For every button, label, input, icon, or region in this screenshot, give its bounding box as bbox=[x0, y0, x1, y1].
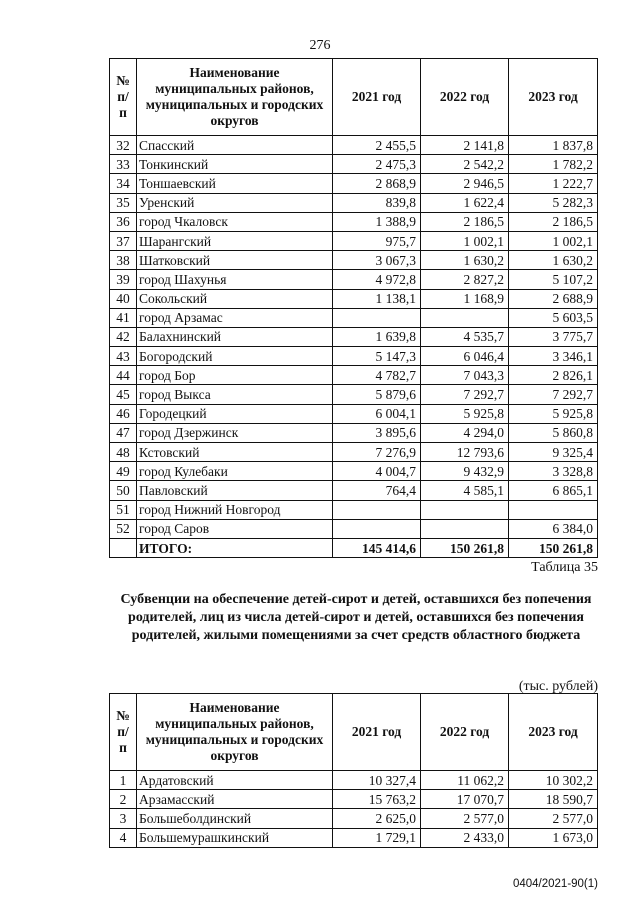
value-2023: 1 630,2 bbox=[509, 251, 598, 270]
table-row bbox=[110, 308, 598, 327]
row-number: 45 bbox=[110, 385, 137, 404]
value-2023: 5 107,2 bbox=[509, 270, 598, 289]
table-row bbox=[110, 136, 598, 155]
row-name: Кстовский bbox=[137, 443, 333, 462]
table-row bbox=[110, 809, 598, 828]
value-2023: 6 865,1 bbox=[509, 481, 598, 500]
total-2022: 150 261,8 bbox=[421, 538, 509, 557]
table-row bbox=[110, 270, 598, 289]
value-2021: 1 639,8 bbox=[333, 327, 421, 346]
table-header-row bbox=[110, 59, 598, 136]
row-name: город Чкаловск bbox=[137, 212, 333, 231]
value-2022 bbox=[421, 500, 509, 519]
value-2023: 3 346,1 bbox=[509, 347, 598, 366]
value-2023: 10 302,2 bbox=[509, 771, 598, 790]
table-row bbox=[110, 771, 598, 790]
value-2021: 7 276,9 bbox=[333, 443, 421, 462]
row-number: 49 bbox=[110, 462, 137, 481]
table-row bbox=[110, 423, 598, 442]
table-body bbox=[110, 771, 598, 848]
value-2023 bbox=[509, 500, 598, 519]
row-name: Балахнинский bbox=[137, 327, 333, 346]
value-2022: 2 827,2 bbox=[421, 270, 509, 289]
value-2023: 1 782,2 bbox=[509, 155, 598, 174]
value-2021: 5 879,6 bbox=[333, 385, 421, 404]
table-title: Субвенции на обеспечение детей-сирот и детей, оставшихся без попечения родителей, лиц из числа детей-сирот и детей, оставшихся без попечения родителей, жилыми помещениями за счет средств областного бюджета bbox=[120, 592, 592, 643]
row-name: город Дзержинск bbox=[137, 423, 333, 442]
table-row bbox=[110, 790, 598, 809]
table-row bbox=[110, 462, 598, 481]
table-row bbox=[110, 500, 598, 519]
value-2023: 2 186,5 bbox=[509, 212, 598, 231]
row-name: Арзамасский bbox=[137, 790, 333, 809]
row-name: город Саров bbox=[137, 519, 333, 538]
table-row bbox=[110, 519, 598, 538]
table-row bbox=[110, 385, 598, 404]
row-name: Тоншаевский bbox=[137, 174, 333, 193]
table-header-row bbox=[110, 694, 598, 771]
header-2023: 2023 год bbox=[509, 59, 598, 136]
row-name: Павловский bbox=[137, 481, 333, 500]
value-2022: 9 432,9 bbox=[421, 462, 509, 481]
row-number: 34 bbox=[110, 174, 137, 193]
value-2022: 17 070,7 bbox=[421, 790, 509, 809]
value-2022: 2 542,2 bbox=[421, 155, 509, 174]
value-2022: 6 046,4 bbox=[421, 347, 509, 366]
value-2022: 2 141,8 bbox=[421, 136, 509, 155]
row-name: Большеболдинский bbox=[137, 809, 333, 828]
value-2023: 5 925,8 bbox=[509, 404, 598, 423]
value-2023: 18 590,7 bbox=[509, 790, 598, 809]
value-2022: 2 577,0 bbox=[421, 809, 509, 828]
value-2021: 975,7 bbox=[333, 231, 421, 250]
table-row bbox=[110, 251, 598, 270]
row-name: Тонкинский bbox=[137, 155, 333, 174]
row-number: 35 bbox=[110, 193, 137, 212]
value-2022: 2 186,5 bbox=[421, 212, 509, 231]
value-2023: 9 325,4 bbox=[509, 443, 598, 462]
table-row bbox=[110, 193, 598, 212]
row-name: Ардатовский bbox=[137, 771, 333, 790]
value-2023: 1 002,1 bbox=[509, 231, 598, 250]
header-no: № п/п bbox=[110, 694, 137, 771]
row-number: 36 bbox=[110, 212, 137, 231]
value-2022: 1 002,1 bbox=[421, 231, 509, 250]
value-2021 bbox=[333, 500, 421, 519]
row-number: 37 bbox=[110, 231, 137, 250]
total-2023: 150 261,8 bbox=[509, 538, 598, 557]
row-number: 39 bbox=[110, 270, 137, 289]
value-2023: 5 603,5 bbox=[509, 308, 598, 327]
row-name: город Бор bbox=[137, 366, 333, 385]
value-2023: 7 292,7 bbox=[509, 385, 598, 404]
row-number: 44 bbox=[110, 366, 137, 385]
table-body bbox=[110, 136, 598, 558]
value-2021: 3 895,6 bbox=[333, 423, 421, 442]
value-2021: 3 067,3 bbox=[333, 251, 421, 270]
row-number: 47 bbox=[110, 423, 137, 442]
value-2023: 1 222,7 bbox=[509, 174, 598, 193]
row-number: 1 bbox=[110, 771, 137, 790]
value-2021: 10 327,4 bbox=[333, 771, 421, 790]
row-name: Большемурашкинский bbox=[137, 828, 333, 847]
table-row bbox=[110, 289, 598, 308]
row-number: 40 bbox=[110, 289, 137, 308]
value-2022: 1 168,9 bbox=[421, 289, 509, 308]
table-row bbox=[110, 231, 598, 250]
value-2023: 2 688,9 bbox=[509, 289, 598, 308]
value-2021: 2 868,9 bbox=[333, 174, 421, 193]
value-2022: 1 630,2 bbox=[421, 251, 509, 270]
document-code: 0404/2021-90(1) bbox=[512, 878, 598, 890]
header-2021: 2021 год bbox=[333, 59, 421, 136]
row-name: город Нижний Новгород bbox=[137, 500, 333, 519]
value-2021: 1 388,9 bbox=[333, 212, 421, 231]
value-2023: 5 860,8 bbox=[509, 423, 598, 442]
value-2021: 2 625,0 bbox=[333, 809, 421, 828]
row-number: 46 bbox=[110, 404, 137, 423]
value-2021: 1 729,1 bbox=[333, 828, 421, 847]
row-number: 33 bbox=[110, 155, 137, 174]
row-name: Городецкий bbox=[137, 404, 333, 423]
value-2022: 7 043,3 bbox=[421, 366, 509, 385]
header-2021: 2021 год bbox=[333, 694, 421, 771]
value-2023: 3 328,8 bbox=[509, 462, 598, 481]
value-2022: 1 622,4 bbox=[421, 193, 509, 212]
value-2021: 1 138,1 bbox=[333, 289, 421, 308]
row-number: 52 bbox=[110, 519, 137, 538]
value-2022: 4 294,0 bbox=[421, 423, 509, 442]
units-label: (тыс. рублей) bbox=[518, 679, 598, 694]
value-2022: 12 793,6 bbox=[421, 443, 509, 462]
row-name: город Выкса bbox=[137, 385, 333, 404]
row-name: Богородский bbox=[137, 347, 333, 366]
row-number: 42 bbox=[110, 327, 137, 346]
row-number: 4 bbox=[110, 828, 137, 847]
value-2023: 5 282,3 bbox=[509, 193, 598, 212]
table-subsidies-continued bbox=[109, 58, 598, 558]
total-row-number bbox=[110, 538, 137, 557]
value-2023: 1 673,0 bbox=[509, 828, 598, 847]
row-name: Шатковский bbox=[137, 251, 333, 270]
table-row bbox=[110, 366, 598, 385]
row-number: 38 bbox=[110, 251, 137, 270]
value-2022: 4 585,1 bbox=[421, 481, 509, 500]
value-2022: 7 292,7 bbox=[421, 385, 509, 404]
row-number: 50 bbox=[110, 481, 137, 500]
row-name: город Арзамас bbox=[137, 308, 333, 327]
row-name: Шарангский bbox=[137, 231, 333, 250]
table-row bbox=[110, 828, 598, 847]
value-2021: 839,8 bbox=[333, 193, 421, 212]
row-number: 41 bbox=[110, 308, 137, 327]
value-2023: 2 826,1 bbox=[509, 366, 598, 385]
table-row bbox=[110, 347, 598, 366]
row-number: 51 bbox=[110, 500, 137, 519]
row-number: 2 bbox=[110, 790, 137, 809]
header-2022: 2022 год bbox=[421, 694, 509, 771]
table-orphans-housing bbox=[109, 693, 598, 848]
row-number: 48 bbox=[110, 443, 137, 462]
row-number: 32 bbox=[110, 136, 137, 155]
value-2022 bbox=[421, 308, 509, 327]
value-2021: 5 147,3 bbox=[333, 347, 421, 366]
value-2022 bbox=[421, 519, 509, 538]
value-2021: 6 004,1 bbox=[333, 404, 421, 423]
table-row bbox=[110, 481, 598, 500]
value-2021 bbox=[333, 308, 421, 327]
row-name: город Кулебаки bbox=[137, 462, 333, 481]
header-name: Наименование муниципальных районов, муниципальных и городских округов bbox=[137, 694, 333, 771]
value-2021: 764,4 bbox=[333, 481, 421, 500]
total-row bbox=[110, 538, 598, 557]
total-2021: 145 414,6 bbox=[333, 538, 421, 557]
header-name: Наименование муниципальных районов, муниципальных и городских округов bbox=[137, 59, 333, 136]
header-2023: 2023 год bbox=[509, 694, 598, 771]
value-2023: 6 384,0 bbox=[509, 519, 598, 538]
value-2022: 2 433,0 bbox=[421, 828, 509, 847]
value-2022: 2 946,5 bbox=[421, 174, 509, 193]
table-row bbox=[110, 174, 598, 193]
value-2021: 2 455,5 bbox=[333, 136, 421, 155]
row-number: 43 bbox=[110, 347, 137, 366]
value-2023: 2 577,0 bbox=[509, 809, 598, 828]
value-2021: 2 475,3 bbox=[333, 155, 421, 174]
value-2022: 5 925,8 bbox=[421, 404, 509, 423]
header-no: № п/п bbox=[110, 59, 137, 136]
value-2021 bbox=[333, 519, 421, 538]
value-2021: 4 972,8 bbox=[333, 270, 421, 289]
table-row bbox=[110, 404, 598, 423]
table-row bbox=[110, 212, 598, 231]
table-row bbox=[110, 155, 598, 174]
row-name: Сокольский bbox=[137, 289, 333, 308]
value-2022: 4 535,7 bbox=[421, 327, 509, 346]
table-label: Таблица 35 bbox=[531, 560, 598, 575]
value-2021: 15 763,2 bbox=[333, 790, 421, 809]
value-2021: 4 782,7 bbox=[333, 366, 421, 385]
page-number: 276 bbox=[309, 38, 331, 53]
row-number: 3 bbox=[110, 809, 137, 828]
total-label: ИТОГО: bbox=[137, 538, 333, 557]
value-2022: 11 062,2 bbox=[421, 771, 509, 790]
value-2023: 3 775,7 bbox=[509, 327, 598, 346]
row-name: Спасский bbox=[137, 136, 333, 155]
header-2022: 2022 год bbox=[421, 59, 509, 136]
table-row bbox=[110, 443, 598, 462]
row-name: Уренский bbox=[137, 193, 333, 212]
row-name: город Шахунья bbox=[137, 270, 333, 289]
value-2023: 1 837,8 bbox=[509, 136, 598, 155]
table-row bbox=[110, 327, 598, 346]
value-2021: 4 004,7 bbox=[333, 462, 421, 481]
